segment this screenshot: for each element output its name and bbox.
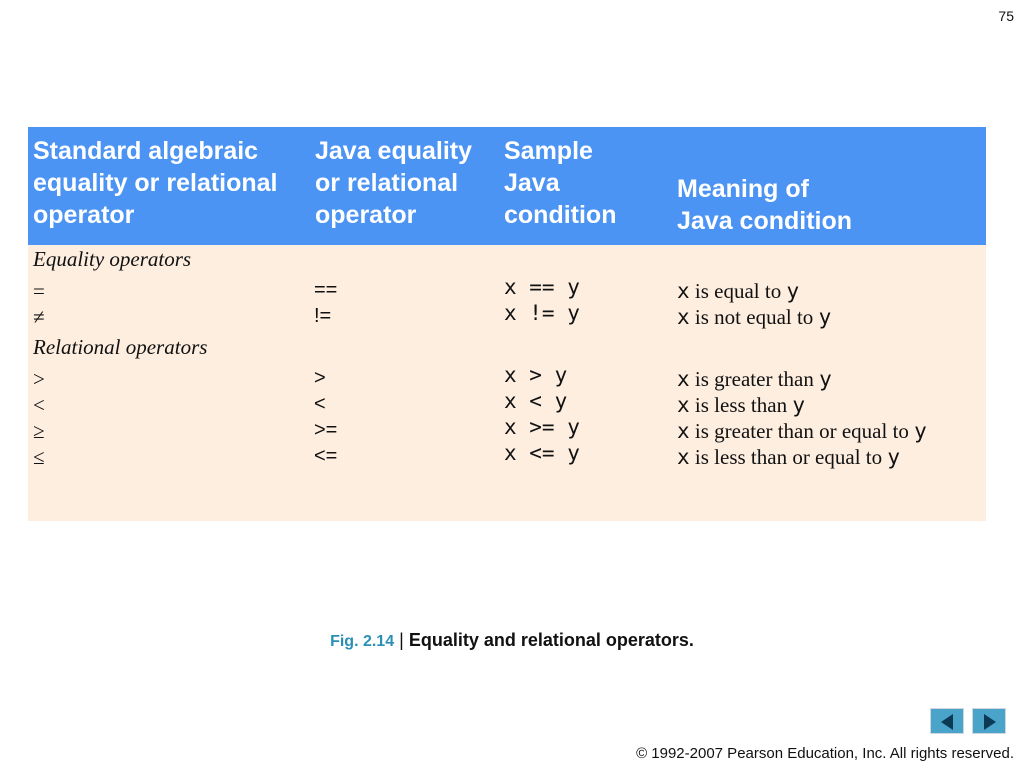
caption-separator: | <box>399 630 404 650</box>
table-row <box>28 441 986 471</box>
meaning <box>677 393 805 418</box>
table-row <box>28 301 986 331</box>
meaning-var: y <box>818 305 832 329</box>
meaning <box>677 279 799 304</box>
algebraic-operator: = <box>33 279 45 303</box>
meaning-var: y <box>786 279 800 303</box>
triangle-left-icon <box>941 714 953 730</box>
triangle-right-icon <box>984 714 996 730</box>
header-java-operator-line: or relational <box>315 169 459 197</box>
meaning-var: y <box>819 367 832 391</box>
header-algebraic-line: operator <box>33 201 135 229</box>
section-label: Relational operators <box>33 335 208 359</box>
sample-condition: x <= y <box>504 441 580 465</box>
meaning-text: is not equal to <box>689 305 819 329</box>
meaning-var: x <box>677 279 690 303</box>
header-sample-line: Sample <box>504 137 593 165</box>
header-meaning <box>677 173 852 237</box>
header-sample-condition <box>504 135 616 231</box>
meaning-var: y <box>914 419 927 443</box>
meaning-text: is greater than or equal to <box>689 419 915 443</box>
header-meaning-line: Meaning of <box>677 175 809 203</box>
figure-number: Fig. 2.14 <box>330 633 395 650</box>
meaning-var: x <box>677 367 690 391</box>
meaning-var: y <box>887 445 901 469</box>
figure-caption <box>0 630 1024 651</box>
previous-slide-button[interactable] <box>930 708 964 734</box>
java-operator: == <box>314 279 338 301</box>
algebraic-operator: ≠ <box>33 305 45 329</box>
section-label: Equality operators <box>33 247 192 271</box>
sample-condition: x == y <box>504 275 580 299</box>
meaning-var: y <box>792 393 805 417</box>
copyright-notice: © 1992-2007 Pearson Education, Inc. All rights reserved. <box>636 745 1014 762</box>
algebraic-operator: ≤ <box>33 445 45 469</box>
java-operator: <= <box>314 445 338 467</box>
header-java-operator-line: operator <box>315 201 417 229</box>
header-algebraic-line: equality or relational <box>33 169 278 197</box>
header-java-operator <box>315 135 472 231</box>
java-operator: < <box>314 393 326 415</box>
java-operator: > <box>314 367 326 389</box>
meaning-var: x <box>677 393 690 417</box>
meaning-var: x <box>677 445 690 469</box>
sample-condition: x != y <box>504 301 580 325</box>
meaning-var: x <box>677 305 690 329</box>
meaning <box>677 305 831 330</box>
algebraic-operator: > <box>33 367 45 391</box>
header-algebraic <box>33 135 278 231</box>
operators-table <box>28 127 986 521</box>
table-header <box>28 127 986 245</box>
sample-condition: x > y <box>504 363 568 387</box>
java-operator: != <box>314 305 332 327</box>
header-algebraic-line: Standard algebraic <box>33 137 259 165</box>
meaning-var: x <box>677 419 690 443</box>
page-number: 75 <box>998 8 1014 24</box>
next-slide-button[interactable] <box>972 708 1006 734</box>
header-sample-line: condition <box>504 201 617 229</box>
meaning-text: is less than <box>689 393 793 417</box>
algebraic-operator: < <box>33 393 45 417</box>
algebraic-operator: ≥ <box>33 419 45 443</box>
meaning-text: is less than or equal to <box>689 445 888 469</box>
header-sample-line: Java <box>504 169 560 197</box>
header-meaning-line: Java condition <box>677 207 853 235</box>
meaning-text: is equal to <box>689 279 787 303</box>
meaning <box>677 419 927 444</box>
table-row <box>28 247 986 273</box>
meaning-text: is greater than <box>689 367 820 391</box>
sample-condition: x < y <box>504 389 568 413</box>
sample-condition: x >= y <box>504 415 580 439</box>
java-operator: >= <box>314 419 338 441</box>
caption-text: Equality and relational operators. <box>408 630 694 650</box>
header-java-operator-line: Java equality <box>315 137 473 165</box>
meaning <box>677 367 832 392</box>
table-row <box>28 335 986 361</box>
meaning <box>677 445 900 470</box>
